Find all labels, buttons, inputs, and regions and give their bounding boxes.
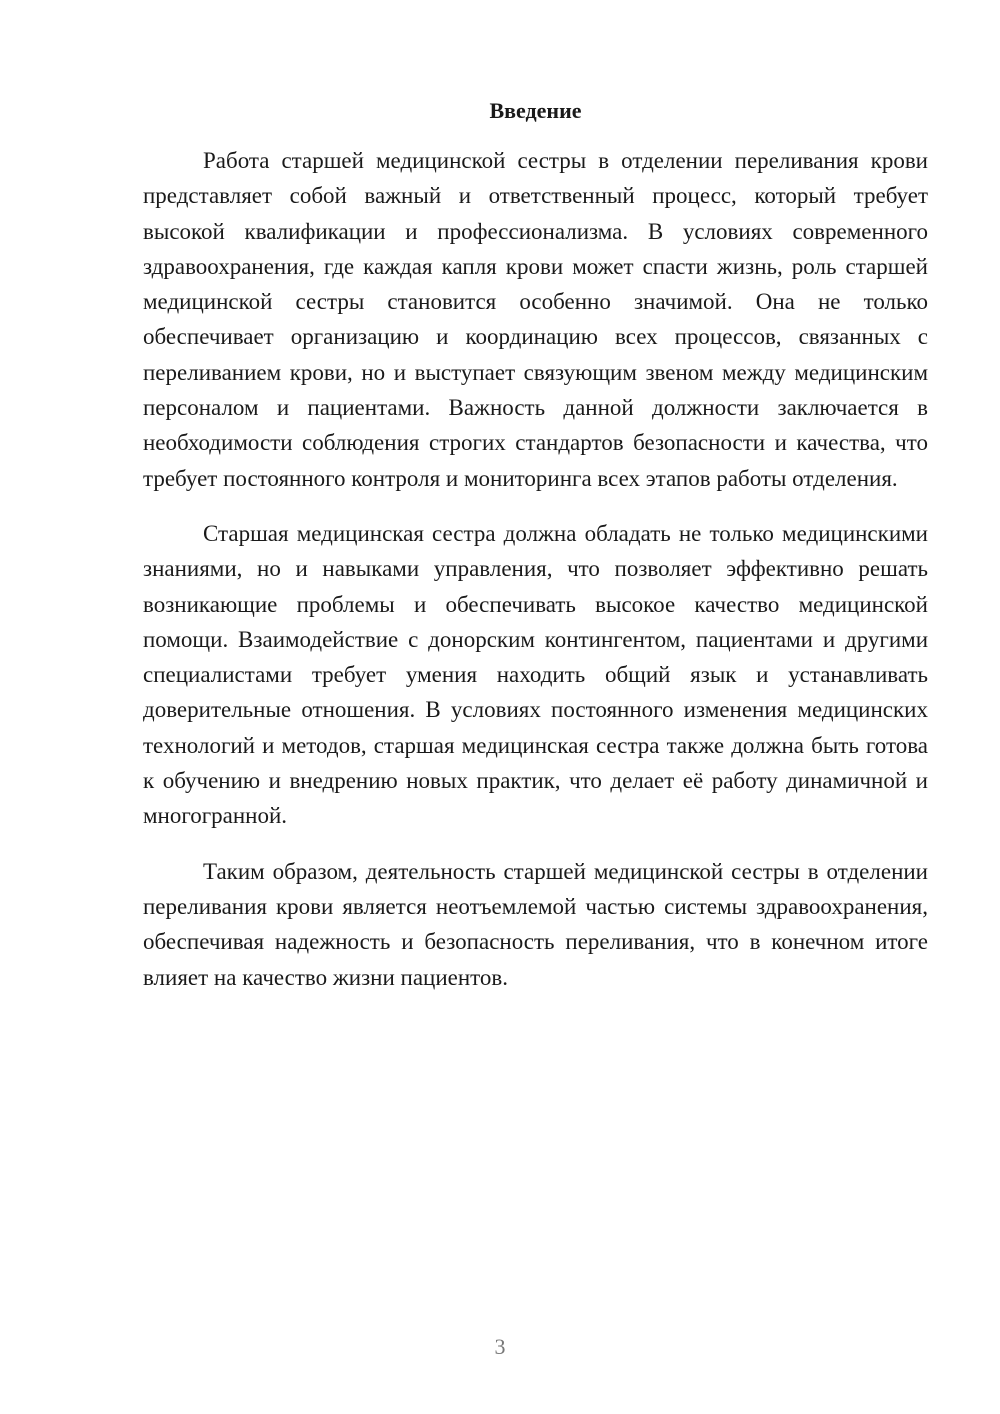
paragraph-1: Работа старшей медицинской сестры в отделении переливания крови представляет собой важный и ответственный процесс, который требует высокой квалификации и профессионализма. В условиях современного здравоохранения, где каждая капля крови может спасти жизнь, роль старшей медицинской сестры становится особенно значимой. Она не только обеспечивает организацию и координацию всех процессов, связанных с переливанием крови, но и выступает связующим звеном между медицинским персоналом и пациентами. Важность данной должности заключается в необходимости соблюдения строгих стандартов безопасности и качества, что требует постоянного контроля и мониторинга всех этапов работы отделения. (143, 148, 928, 491)
paragraph-2: Старшая медицинская сестра должна обладать не только медицинскими знаниями, но и навыками управления, что позволяет эффективно решать возникающие проблемы и обеспечивать высокое качество медицинской помощи. Взаимодействие с донорским контингентом, пациентами и другими специалистами требует умения находить общий язык и устанавливать доверительные отношения. В условиях постоянного изменения медицинских технологий и методов, старшая медицинская сестра также должна быть готова к обучению и внедрению новых практик, что делает её работу динамичной и многогранной. (143, 520, 928, 829)
paragraph-3: Таким образом, деятельность старшей медицинской сестры в отделении переливания крови является неотъемлемой частью системы здравоохранения, обеспечивая надежность и безопасность переливания, что в конечном итоге влияет на качество жизни пациентов. (143, 858, 928, 990)
page-number: 3 (494, 1334, 506, 1359)
section-heading: Введение (489, 98, 582, 123)
body-text (143, 143, 928, 1015)
